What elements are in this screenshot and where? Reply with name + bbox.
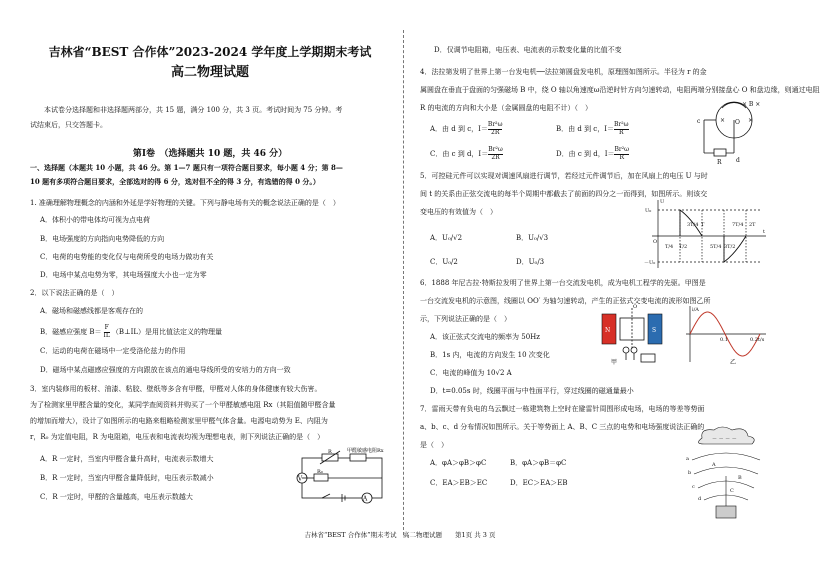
intro-line-1: 本试卷分选择题和非选择题两部分，共 15 题，满分 100 分，共 3 页。考试时间为 75 分钟。考 bbox=[44, 106, 343, 114]
exam-subject-title: 高二物理试题 bbox=[170, 65, 249, 80]
q4-line-3: R 的电流的方向和大小是（金属圆盘的电阻不计）（ ） bbox=[420, 104, 592, 112]
section-instructions-2: 10 题有多项符合题目要求，全部选对的得 6 分，选对但不全的得 3 分，有选错的得 0 分。） bbox=[30, 177, 320, 186]
svg-text:U: U bbox=[660, 199, 665, 205]
svg-text:O: O bbox=[633, 304, 638, 310]
svg-text:d: d bbox=[698, 496, 702, 502]
svg-text:T/4: T/4 bbox=[665, 244, 674, 250]
page-footer: 吉林省“BEST 合作体”期末考试 高二物理试题 第1页 共 3 页 bbox=[304, 531, 496, 539]
q1-option-a: A．体积小的带电体均可视为点电荷 bbox=[40, 216, 151, 224]
q3-option-d: D．仅调节电阻箱，电压表、电流表的示数变化量的比值不变 bbox=[434, 46, 622, 54]
q3-line-3: 的增加而增大），设计了如图所示的电路来粗略检测家里甲醛气体含量。电源电动势为 E、内阻为 bbox=[30, 417, 328, 425]
q4-line-1: 4．法拉第发明了世界上第一台发电机──法拉第圆盘发电机，原理图如图所示。半径为 r 的金 bbox=[420, 68, 707, 76]
q3-line-4: r，R₀ 为定值电阻，R 为电阻箱，电压表和电流表均视为理想电表，则下列说法正确的是（ ） bbox=[30, 433, 325, 441]
q6-line-1: 6．1888 年尼古拉·特斯拉发明了世界上第一台交流发电机，成为电机工程学的先驱。甲图是 bbox=[420, 279, 706, 287]
q2-option-d: D．磁场中某点磁感应强度的方向跟放在该点的通电导线所受的安培力的方向一致 bbox=[40, 366, 291, 374]
q3-option-a: A．R 一定时，当室内甲醛含量升高时，电流表示数增大 bbox=[40, 455, 214, 463]
q2-option-a: A．磁场和磁感线都是客观存在的 bbox=[40, 307, 144, 315]
svg-text:t: t bbox=[763, 229, 766, 235]
svg-text:7T/4: 7T/4 bbox=[732, 222, 744, 228]
q4-option-c: C．由 c 到 d，I＝ $\frac{\text{Br²ω}}{2R}$ bbox=[430, 146, 503, 161]
svg-text:×: × bbox=[720, 117, 726, 124]
q5-voltage-waveform bbox=[644, 196, 770, 270]
section-instructions-1: 一、选择题（本题共 10 小题，共 46 分。第 1—7 题只有一项符合题目要求，每小题 4 分；第 8— bbox=[30, 163, 343, 172]
svg-text:A: A bbox=[362, 495, 368, 503]
svg-text:O: O bbox=[653, 239, 658, 245]
svg-text:乙: 乙 bbox=[730, 359, 737, 366]
q4-option-b: B．由 d 到 c，I＝ $\frac{\text{Br²ω}}{R}$ bbox=[556, 121, 629, 136]
svg-text:甲: 甲 bbox=[611, 359, 618, 366]
q3-fig-label: 甲醛敏感电阻Rx bbox=[347, 448, 384, 454]
section-title: 第Ⅰ卷 （选择题共 10 题，共 46 分） bbox=[132, 149, 288, 159]
q2-option-b: B．磁感应强度 B＝ $\frac{F}{IL}$ （B⊥IL）是用比值法定义的物理量 bbox=[40, 324, 223, 339]
q3-option-b: B．R 一定时，当室内甲醛含量降低时，电压表示数减小 bbox=[40, 474, 214, 482]
q5-option-c: C．U₀/2 bbox=[430, 258, 458, 266]
q3-circuit-figure bbox=[292, 448, 392, 510]
svg-text:R: R bbox=[717, 159, 722, 166]
svg-text:3T/2: 3T/2 bbox=[724, 244, 736, 250]
svg-text:N: N bbox=[605, 327, 611, 334]
q1-option-d: D．电场中某点电势为零，其电场强度大小也一定为零 bbox=[40, 271, 207, 279]
q5-line-3: 变电压的有效值为（ ） bbox=[420, 208, 497, 216]
q5-line-2: 间 t 的关系由正弦交流电的每半个周期中都截去了前面的四分之一而得到，如图所示。则该交 bbox=[420, 190, 708, 198]
svg-text:c: c bbox=[697, 118, 701, 125]
q6-line-3: 示，下列说法正确的是（ ） bbox=[420, 315, 511, 323]
q6-current-waveform bbox=[680, 304, 768, 366]
svg-text:i/A: i/A bbox=[692, 307, 699, 313]
svg-text:2T: 2T bbox=[749, 222, 756, 228]
q3-option-c: C．R 一定时，甲醛的含量越高，电压表示数越大 bbox=[40, 493, 193, 501]
svg-text:a: a bbox=[686, 456, 689, 462]
svg-text:－ － － －: － － － － bbox=[712, 436, 737, 442]
q7-option-d: D．EC＞EA＞EB bbox=[510, 479, 568, 487]
q5-option-d: D．U₀/3 bbox=[516, 258, 545, 266]
svg-text:B: B bbox=[738, 475, 742, 481]
q6-line-2: 一台交流发电机的示意图，线圈以 OO′ 为轴匀速转动，产生的正弦式交变电流的波形如图乙所 bbox=[420, 297, 711, 305]
svg-text:T/2: T/2 bbox=[679, 244, 688, 250]
q6-option-b: B．1s 内，电流的方向发生 10 次变化 bbox=[430, 351, 550, 359]
q2-stem: 2．以下说法正确的是（ ） bbox=[30, 289, 119, 297]
q1-option-b: B．电场强度的方向指向电势降低的方向 bbox=[40, 235, 165, 243]
q4-option-d: D．由 c 到 d，I＝ $\frac{\text{Br²ω}}{R}$ bbox=[556, 146, 630, 161]
q3-line-1: 3．室内装修用的板材、油漆、粘胶、壁纸等多含有甲醛，甲醛对人体的身体健康有较大伤害。 bbox=[30, 385, 322, 393]
q7-line-1: 7．雷雨天带有负电的乌云飘过一栋建筑物上空时在避雷针周围形成电场，电场的等差等势面 bbox=[420, 405, 705, 413]
svg-text:c: c bbox=[692, 484, 695, 490]
q7-equipotential-figure bbox=[682, 426, 770, 520]
q1-option-c: C．电荷的电势能的变化仅与电荷所受的电场力做功有关 bbox=[40, 253, 214, 261]
svg-text:V: V bbox=[297, 475, 303, 483]
svg-text:A: A bbox=[712, 462, 716, 468]
svg-text:× B ×: × B × bbox=[742, 101, 761, 108]
svg-text:－U₀: －U₀ bbox=[644, 260, 656, 266]
svg-text:×: × bbox=[748, 117, 754, 124]
q5-option-b: B．U₀/√3 bbox=[516, 234, 549, 242]
svg-text:t/s: t/s bbox=[758, 337, 765, 343]
q4-disk-generator-figure bbox=[692, 98, 768, 166]
svg-text:R₀: R₀ bbox=[317, 469, 323, 475]
left-column bbox=[30, 0, 390, 561]
intro-line-2: 试结束后，只交答题卡。 bbox=[30, 121, 107, 129]
q6-option-d: D．t=0.05s 时，线圈平面与中性面平行，穿过线圈的磁通量最小 bbox=[430, 387, 634, 395]
svg-text:S: S bbox=[652, 327, 657, 334]
q7-line-3: 是（ ） bbox=[420, 441, 448, 449]
q6-option-c: C．电流的峰值为 10√2 A bbox=[430, 369, 512, 377]
q6-generator-figure bbox=[596, 304, 676, 366]
svg-text:T: T bbox=[701, 222, 705, 228]
q5-line-1: 5．可控硅元件可以实现对调速风扇进行调节，若经过元件调节后，加在风扇上的电压 U 与时 bbox=[420, 172, 708, 180]
q4-line-2: 属圆盘在垂直于盘面的匀强磁场 B 中，绕 O 轴以角速度ω沿逆时针方向匀速转动，电阻两端分别接盘心 O 和盘边缘，则通过电阻 bbox=[420, 86, 820, 94]
svg-text:0.2: 0.2 bbox=[750, 337, 758, 343]
q4-option-a: A．由 d 到 c，I＝ $\frac{\text{Br²ω}}{2R}$ bbox=[430, 121, 503, 136]
svg-text:U₀: U₀ bbox=[645, 208, 652, 214]
q5-option-a: A．U₀/√2 bbox=[430, 234, 463, 242]
q3-line-2: 为了检测家里甲醛含量的变化，某同学查阅资料并购买了一个甲醛敏感电阻 Rx（其阻值随甲醛含量 bbox=[30, 401, 336, 409]
q7-option-c: C．EA＞EB＞EC bbox=[430, 479, 488, 487]
q6-option-a: A．该正弦式交流电的频率为 50Hz bbox=[430, 333, 540, 341]
right-column bbox=[420, 0, 820, 561]
svg-text:b: b bbox=[688, 470, 692, 476]
q7-option-b: B．φA＞φB＝φC bbox=[510, 459, 567, 467]
q1-stem: 1. 准确理解物理概念的内涵和外延是学好物理的关键。下列与静电场有关的概念说法正确的是（ ） bbox=[30, 199, 340, 207]
q7-option-a: A．φA＞φB＞φC bbox=[430, 459, 487, 467]
q7-line-2: a、b、c、d 分布情况如图所示。关于等势面上 A、B、C 三点的电势和电场强度说法正确的 bbox=[420, 423, 705, 431]
q2-option-c: C．运动的电荷在磁场中一定受洛伦兹力的作用 bbox=[40, 347, 186, 355]
svg-text:0.1: 0.1 bbox=[720, 337, 728, 343]
exam-title: 吉林省“BEST 合作体”2023-2024 学年度上学期期末考试 bbox=[48, 45, 372, 59]
svg-text:O: O bbox=[735, 119, 740, 126]
svg-text:C: C bbox=[730, 488, 734, 494]
svg-text:3T/4: 3T/4 bbox=[687, 222, 699, 228]
svg-text:d: d bbox=[736, 157, 740, 164]
svg-text:5T/4: 5T/4 bbox=[710, 244, 722, 250]
svg-text:R: R bbox=[328, 449, 332, 455]
